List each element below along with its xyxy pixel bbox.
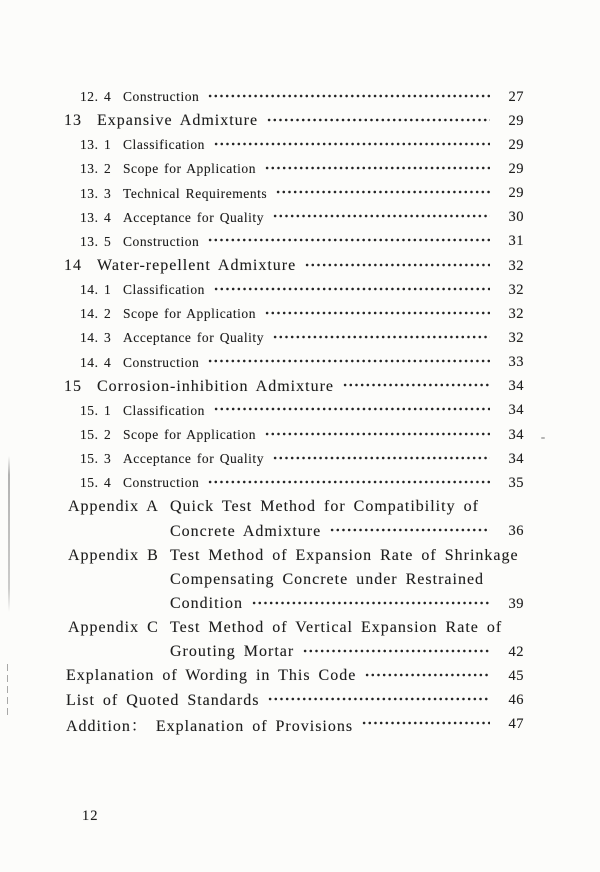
- dot-leader: [208, 238, 490, 243]
- toc-entry-title: Expansive Admixture: [97, 112, 259, 130]
- toc-entry-number: 13. 3: [80, 185, 112, 201]
- dot-leader: [208, 93, 490, 98]
- toc-entry-title: Technical Requirements: [123, 185, 268, 201]
- toc-entry-title: Concrete Admixture: [170, 522, 322, 540]
- dot-leader: [265, 310, 490, 315]
- toc-entry-title: Corrosion-inhibition Admixture: [97, 377, 334, 395]
- dot-leader: [303, 648, 490, 653]
- toc-entry-page: 34: [508, 426, 524, 443]
- toc-entry-number: 13. 4: [80, 209, 112, 225]
- toc-entry: [64, 133, 524, 157]
- dot-leader: [252, 600, 490, 605]
- toc-entry: [64, 109, 524, 133]
- dot-leader: [214, 141, 490, 146]
- toc-entry: [64, 157, 524, 181]
- toc-entry: [64, 423, 524, 447]
- toc-entry-title: Scope for Application: [123, 306, 257, 322]
- toc-entry-page: 42: [508, 643, 524, 660]
- dot-leader: [343, 383, 490, 388]
- toc-entry-page: 34: [508, 378, 524, 395]
- toc-entry-page: 34: [508, 450, 524, 467]
- table-of-contents: [64, 85, 524, 737]
- toc-entry-title: Scope for Application: [123, 427, 257, 443]
- toc-entry: [64, 616, 524, 640]
- toc-entry-number: 12. 4: [80, 89, 112, 105]
- toc-entry-page: 29: [508, 160, 524, 177]
- toc-entry-page: 27: [508, 88, 524, 105]
- toc-entry-title: Construction: [123, 89, 200, 105]
- toc-entry: [64, 471, 524, 495]
- page-number: 12: [82, 808, 99, 824]
- toc-entry: [64, 351, 524, 375]
- toc-entry: [64, 568, 524, 592]
- toc-entry-page: 34: [508, 402, 524, 419]
- dot-leader: [362, 721, 490, 726]
- toc-entry-title: Classification: [123, 282, 205, 298]
- toc-entry-page: 46: [508, 692, 524, 709]
- toc-entry-page: 29: [508, 136, 524, 153]
- toc-entry-title: Compensating Concrete under Restrained: [170, 570, 485, 588]
- toc-entry-number: 15: [64, 377, 82, 395]
- toc-entry: [64, 375, 524, 399]
- toc-entry-number: 15. 2: [80, 427, 112, 443]
- toc-entry: [64, 447, 524, 471]
- toc-entry: [64, 230, 524, 254]
- toc-entry: [64, 520, 524, 544]
- toc-entry-page: 35: [508, 474, 524, 491]
- toc-entry-title: Explanation of Wording in This Code: [66, 667, 357, 685]
- toc-entry-title: Test Method of Vertical Expansion Rate of: [170, 619, 503, 637]
- toc-entry-number: 15. 3: [80, 451, 112, 467]
- dot-leader: [265, 431, 490, 436]
- toc-entry-page: 39: [508, 595, 524, 612]
- toc-entry-number: 14. 2: [80, 306, 112, 322]
- dot-leader: [305, 262, 490, 267]
- toc-entry: [64, 495, 524, 519]
- dot-leader: [365, 672, 490, 677]
- toc-entry-page: 32: [508, 257, 524, 274]
- toc-entry-number: 14. 3: [80, 330, 112, 346]
- toc-entry-number: 14. 1: [80, 282, 112, 298]
- toc-entry-title: Water-repellent Admixture: [97, 257, 297, 275]
- toc-entry-number: 13. 5: [80, 233, 112, 249]
- scan-artifact-line: [8, 456, 10, 612]
- toc-entry-title: Grouting Mortar: [170, 643, 295, 661]
- toc-entry: [64, 592, 524, 616]
- toc-entry: [64, 544, 524, 568]
- toc-entry-title: Construction: [123, 233, 200, 249]
- dot-leader: [273, 334, 490, 339]
- dot-leader: [208, 479, 490, 484]
- toc-entry-page: 29: [508, 185, 524, 202]
- toc-entry-page: 32: [508, 305, 524, 322]
- toc-entry-title: Test Method of Expansion Rate of Shrinkage: [170, 546, 519, 564]
- toc-entry-page: 33: [508, 354, 524, 371]
- dot-leader: [276, 190, 490, 195]
- toc-entry-title: Quick Test Method for Compatibility of: [170, 498, 479, 516]
- toc-entry: [64, 254, 524, 278]
- toc-entry-number: 14. 4: [80, 354, 112, 370]
- toc-entry-title: Acceptance for Quality: [123, 330, 265, 346]
- toc-entry-title: Addition： Explanation of Provisions: [66, 718, 354, 736]
- toc-entry: [64, 640, 524, 664]
- toc-entry-number: 13. 2: [80, 161, 112, 177]
- dot-leader: [273, 455, 490, 460]
- toc-entry-title: Acceptance for Quality: [123, 451, 265, 467]
- toc-entry-number: Appendix C: [68, 619, 159, 637]
- toc-entry: [64, 206, 524, 230]
- dot-leader: [273, 214, 490, 219]
- toc-entry-page: 29: [508, 112, 524, 129]
- toc-entry-title: Acceptance for Quality: [123, 209, 265, 225]
- dot-leader: [330, 528, 490, 533]
- toc-entry-title: Classification: [123, 137, 205, 153]
- toc-entry: [64, 326, 524, 350]
- toc-entry-title: Construction: [123, 475, 200, 491]
- toc-entry: [64, 689, 524, 713]
- toc-entry: [64, 182, 524, 206]
- toc-entry: [64, 664, 524, 688]
- dot-leader: [267, 117, 490, 122]
- toc-entry-title: Scope for Application: [123, 161, 257, 177]
- dot-leader: [265, 165, 490, 170]
- toc-entry: [64, 278, 524, 302]
- toc-entry-title: List of Quoted Standards: [66, 691, 260, 709]
- toc-entry-page: 47: [508, 716, 524, 733]
- dot-leader: [214, 407, 490, 412]
- toc-entry-number: Appendix A: [68, 498, 159, 516]
- toc-entry-number: 15. 1: [80, 402, 112, 418]
- toc-entry-number: 14: [64, 257, 82, 275]
- toc-entry-number: Appendix B: [68, 546, 159, 564]
- toc-entry-number: 13. 1: [80, 137, 112, 153]
- toc-entry-page: 36: [508, 523, 524, 540]
- toc-entry: [64, 399, 524, 423]
- scan-artifact-mark: [541, 437, 545, 439]
- toc-entry: [64, 302, 524, 326]
- toc-entry-title: Classification: [123, 402, 205, 418]
- toc-entry-page: 32: [508, 281, 524, 298]
- toc-entry-page: 30: [508, 209, 524, 226]
- toc-entry-page: 31: [508, 233, 524, 250]
- dot-leader: [214, 286, 490, 291]
- toc-entry: [64, 713, 524, 737]
- toc-entry-number: 13: [64, 112, 82, 130]
- scan-artifact-line: [7, 664, 9, 716]
- toc-entry-title: Condition: [170, 595, 244, 613]
- dot-leader: [208, 359, 490, 364]
- toc-entry-title: Construction: [123, 354, 200, 370]
- toc-entry: [64, 85, 524, 109]
- toc-entry-number: 15. 4: [80, 475, 112, 491]
- dot-leader: [268, 697, 490, 702]
- toc-entry-page: 45: [508, 667, 524, 684]
- toc-entry-page: 32: [508, 329, 524, 346]
